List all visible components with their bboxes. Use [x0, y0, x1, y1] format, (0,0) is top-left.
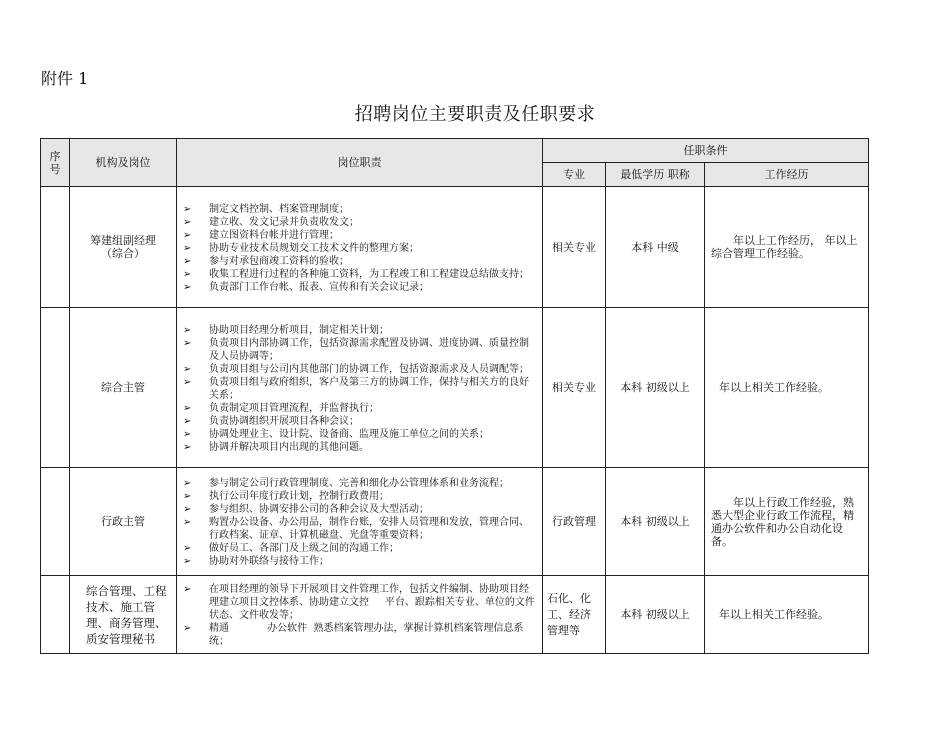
duty-text: 参与对承包商竣工资料的验收； [209, 255, 349, 267]
duty-text: 负责项目组与公司内其他部门的协调工作，包括资源需求及人员调配等； [209, 363, 529, 375]
duty-text: 协助专业技术员规划交工技术文件的整理方案； [209, 242, 419, 254]
arrow-bullet-icon: ➢ [183, 203, 192, 215]
duty-text: 购置办公设备、办公用品，制作台账，安排人员管理和发放，管理合同、行政档案、证章、计算机磁盘、光盘等重要资料； [209, 517, 529, 541]
arrow-bullet-icon: ➢ [183, 556, 192, 567]
major-cell: 相关专业 [543, 308, 606, 468]
duty-item [183, 441, 538, 454]
duty-item [183, 477, 538, 490]
duties-cell [177, 187, 543, 308]
duty-text: 参与组织、协调安排公司的各种会议及大型活动； [209, 504, 429, 515]
table-row [41, 187, 869, 308]
arrow-bullet-icon: ➢ [183, 428, 192, 440]
education-cell: 本科 初级以上 [606, 308, 705, 468]
duty-text: 建立图资料台帐并进行管理； [209, 229, 339, 241]
experience-cell: 年以上相关工作经验。 [705, 576, 869, 654]
duty-text: 建立收、发文记录并负责收发文； [209, 216, 359, 228]
header-seq [41, 139, 70, 187]
seq-cell [41, 576, 70, 654]
arrow-bullet-icon: ➢ [183, 363, 192, 375]
education-cell: 本科 初级以上 [606, 576, 705, 654]
major-cell: 石化、化工、经济管理等 [543, 576, 606, 654]
duty-item [183, 363, 538, 376]
arrow-bullet-icon: ➢ [183, 584, 192, 595]
seq-cell [41, 308, 70, 468]
duty-item [183, 402, 538, 415]
arrow-bullet-icon: ➢ [183, 337, 192, 349]
duty-text: 负责部门工作台帐、报表、宣传和有关会议记录； [209, 281, 429, 293]
duty-text: 制定文档控制、档案管理制度； [209, 203, 349, 215]
duty-text: 负责项目内部协调工作，包括资源需求配置及协调、进度协调、质量控制及人员协调等； [209, 337, 529, 362]
duties-cell [177, 308, 543, 468]
arrow-bullet-icon: ➢ [183, 478, 192, 489]
attachment-label: 附件 1 [41, 69, 89, 88]
arrow-bullet-icon: ➢ [183, 491, 192, 502]
duties-list [177, 201, 542, 294]
experience-cell: 年以上相关工作经验。 [705, 308, 869, 468]
duty-text: 负责项目组与政府组织，客户及第三方的协调工作，保持与相关方的良好关系； [209, 376, 529, 401]
arrow-bullet-icon: ➢ [183, 376, 192, 388]
arrow-bullet-icon: ➢ [183, 517, 192, 528]
duty-item [183, 542, 538, 555]
table-row [41, 576, 869, 654]
duty-item [183, 229, 538, 242]
arrow-bullet-icon: ➢ [183, 441, 192, 453]
arrow-bullet-icon: ➢ [183, 255, 192, 267]
arrow-bullet-icon: ➢ [183, 504, 192, 515]
education-cell: 本科 初级以上 [606, 468, 705, 576]
arrow-bullet-icon: ➢ [183, 543, 192, 554]
arrow-bullet-icon: ➢ [183, 229, 192, 241]
arrow-bullet-icon: ➢ [183, 216, 192, 228]
duty-item [183, 490, 538, 503]
duty-item [183, 415, 538, 428]
duty-item [183, 376, 538, 402]
duty-item [183, 324, 538, 337]
duty-text: 收集工程进行过程的各种施工资料，为工程竣工和工程建设总结做支持； [209, 268, 529, 280]
duty-text: 执行公司年度行政计划，控制行政费用； [209, 491, 389, 502]
duty-item [183, 503, 538, 516]
duty-text: 协助项目经理分析项目，制定相关计划； [209, 324, 389, 336]
duties-list [177, 581, 542, 648]
position-text: 筹建组副经理 （综合） [90, 234, 156, 260]
duty-item [183, 242, 538, 255]
duty-text: 协助对外联络与接待工作； [209, 556, 329, 567]
recruitment-table [40, 138, 869, 654]
duty-text: 协调处理业主、设计院、设备商、监理及施工单位之间的关系； [209, 428, 489, 440]
seq-cell [41, 187, 70, 308]
duty-item [183, 337, 538, 363]
duty-text: 精通 办公软件 熟悉档案管理办法，掌握计算机档案管理信息系统； [209, 623, 524, 647]
duty-text: 负责制定项目管理流程，并监督执行； [209, 402, 379, 414]
education-cell: 本科 中级 [606, 187, 705, 308]
arrow-bullet-icon: ➢ [183, 268, 192, 280]
header-duties: 岗位职责 [177, 139, 543, 187]
header-experience: 工作经历 [705, 163, 869, 187]
position-cell: 行政主管 [70, 468, 177, 576]
duties-list [177, 475, 542, 568]
major-cell: 相关专业 [543, 187, 606, 308]
header-seq-text: 序 号 [49, 149, 61, 176]
duty-item [183, 583, 538, 622]
duty-item [183, 216, 538, 229]
seq-cell [41, 468, 70, 576]
arrow-bullet-icon: ➢ [183, 415, 192, 427]
duties-cell [177, 576, 543, 654]
arrow-bullet-icon: ➢ [183, 242, 192, 254]
duty-item [183, 281, 538, 294]
duty-item [183, 622, 538, 648]
experience-cell: 年以上工作经历， 年以上综合管理工作经验。 [705, 187, 869, 308]
position-cell [70, 187, 177, 308]
duties-list [177, 322, 542, 454]
duty-item [183, 516, 538, 542]
table-row [41, 308, 869, 468]
document-title: 招聘岗位主要职责及任职要求 [354, 104, 596, 125]
duty-text: 做好员工、各部门及上级之间的沟通工作； [209, 543, 399, 554]
header-org-position: 机构及岗位 [70, 139, 177, 187]
duty-item [183, 428, 538, 441]
table-row [41, 468, 869, 576]
arrow-bullet-icon: ➢ [183, 623, 192, 634]
duty-text: 参与制定公司行政管理制度、完善和细化办公管理体系和业务流程； [209, 478, 509, 489]
duty-item [183, 255, 538, 268]
header-education: 最低学历 职称 [606, 163, 705, 187]
duty-text: 负责协调组织开展项目各种会议； [209, 415, 359, 427]
experience-cell: 年以上行政工作经验，熟悉大型企业行政工作流程，精通办公软件和办公自动化设备。 [705, 468, 869, 576]
arrow-bullet-icon: ➢ [183, 324, 192, 336]
position-cell: 综合管理、工程技术、施工管理、商务管理、质安管理秘书 [70, 576, 177, 654]
duty-item [183, 268, 538, 281]
arrow-bullet-icon: ➢ [183, 281, 192, 293]
duty-text: 协调并解决项目内出现的其他问题。 [209, 441, 369, 453]
position-cell: 综合主管 [70, 308, 177, 468]
duties-cell [177, 468, 543, 576]
duty-item [183, 203, 538, 216]
major-cell: 行政管理 [543, 468, 606, 576]
header-requirements: 任职条件 [543, 139, 869, 163]
duty-text: 在项目经理的领导下开展项目文件管理工作，包括文件编制、协助项目经理建立项目文控体系、协助建立文控 平台、跟踪相关专业、单位的文件状态、文件收发等； [209, 584, 535, 621]
arrow-bullet-icon: ➢ [183, 402, 192, 414]
header-major: 专业 [543, 163, 606, 187]
duty-item [183, 555, 538, 568]
